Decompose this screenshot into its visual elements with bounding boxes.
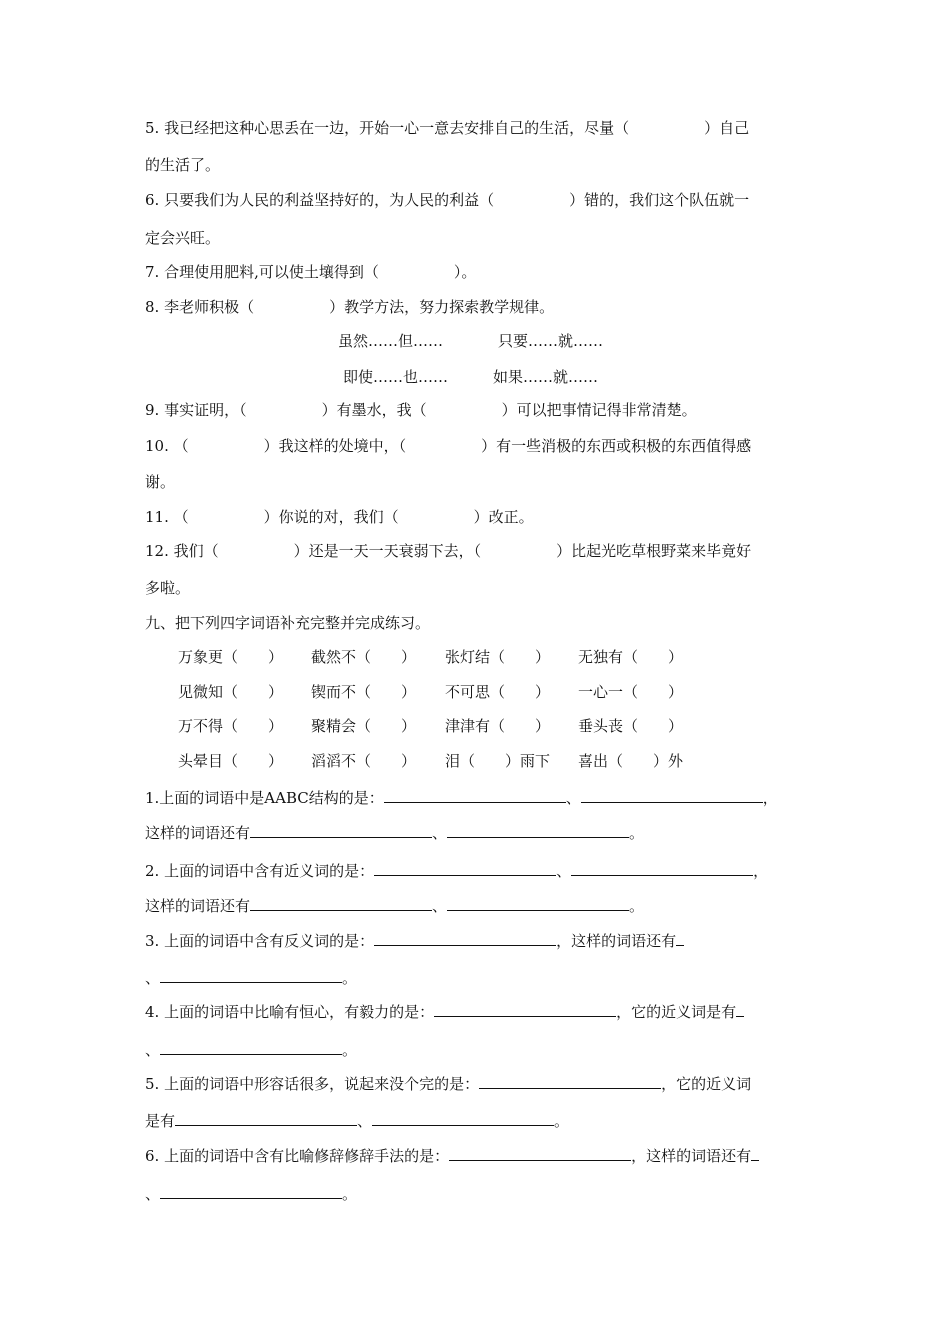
idiom-cell: 锲而不（ ） (311, 683, 417, 701)
answer-blank[interactable] (676, 930, 684, 946)
idiom-cell: 见微知（ ） (178, 683, 284, 701)
connective-option: 虽然……但…… (338, 332, 444, 350)
answer-blank[interactable] (581, 787, 763, 803)
exercise-4-line2: 、 。 (145, 1041, 358, 1059)
exercise-3-line1: 3. 上面的词语中含有反义词的是： ，这样的词语还有 (145, 930, 684, 951)
answer-blank[interactable] (447, 822, 629, 838)
exercise-5-line2: 是有 、 。 (145, 1112, 570, 1130)
answer-blank[interactable] (160, 1183, 342, 1199)
idiom-cell: 津津有（ ） (445, 717, 551, 735)
q12-line1: 12. 我们（ ）还是一天一天衰弱下去，（ ）比起光吃草根野菜来毕竟好 (145, 542, 752, 560)
idiom-cell: 喜出（ ）外 (578, 752, 684, 770)
idiom-cell: 截然不（ ） (311, 648, 417, 666)
answer-blank[interactable] (250, 895, 432, 911)
q5-line2: 的生活了。 (145, 156, 221, 174)
q6-line1: 6. 只要我们为人民的利益坚持好的，为人民的利益（ ）错的，我们这个队伍就一 (145, 191, 750, 209)
q7: 7. 合理使用肥料,可以使土壤得到（ ）。 (145, 263, 477, 281)
q10-line2: 谢。 (145, 473, 176, 491)
idiom-cell: 泪（ ）雨下 (445, 752, 551, 770)
idiom-cell: 垂头丧（ ） (578, 717, 684, 735)
q9: 9. 事实证明，（ ）有墨水，我（ ）可以把事情记得非常清楚。 (145, 401, 697, 419)
answer-blank[interactable] (374, 930, 556, 946)
q10-line1: 10. （ ）我这样的处境中，（ ）有一些消极的东西或积极的东西值得感 (145, 437, 752, 455)
answer-blank[interactable] (160, 967, 342, 983)
q5-line1: 5. 我已经把这种心思丢在一边，开始一心一意去安排自己的生活，尽量（ ）自己 (145, 119, 750, 137)
exercise-6-line1: 6. 上面的词语中含有比喻修辞修辞手法的是： ，这样的词语还有 (145, 1145, 759, 1166)
idiom-cell: 一心一（ ） (578, 683, 684, 701)
exercise-2-line2: 这样的词语还有 、 。 (145, 897, 645, 915)
exercise-3-line2: 、 。 (145, 969, 358, 987)
q8: 8. 李老师积极（ ）教学方法，努力探索教学规律。 (145, 298, 555, 316)
idiom-cell: 聚精会（ ） (311, 717, 417, 735)
idiom-cell: 不可思（ ） (445, 683, 551, 701)
exercise-1-line2: 这样的词语还有 、 。 (145, 824, 645, 842)
idiom-cell: 万象更（ ） (178, 648, 284, 666)
answer-blank[interactable] (160, 1039, 342, 1055)
answer-blank[interactable] (434, 1001, 616, 1017)
answer-blank[interactable] (175, 1110, 357, 1126)
connective-option: 如果……就…… (493, 368, 599, 386)
q11: 11. （ ）你说的对，我们（ ）改正。 (145, 508, 534, 526)
exercise-1-line1: 1.上面的词语中是AABC结构的是： 、 ， (145, 789, 778, 807)
exercise-2-line1: 2. 上面的词语中含有近义词的是： 、 ， (145, 862, 769, 880)
answer-blank[interactable] (250, 822, 432, 838)
idiom-cell: 万不得（ ） (178, 717, 284, 735)
exercise-6-line2: 、 。 (145, 1185, 358, 1203)
q6-line2: 定会兴旺。 (145, 229, 221, 247)
answer-blank[interactable] (447, 895, 629, 911)
answer-blank[interactable] (372, 1110, 554, 1126)
exercise-4-line1: 4. 上面的词语中比喻有恒心，有毅力的是： ，它的近义词是有 (145, 1001, 744, 1022)
idiom-cell: 张灯结（ ） (445, 648, 551, 666)
answer-blank[interactable] (736, 1001, 744, 1017)
answer-blank[interactable] (751, 1145, 759, 1161)
q12-line2: 多啦。 (145, 579, 191, 597)
connective-option: 只要……就…… (498, 332, 604, 350)
answer-blank[interactable] (571, 860, 753, 876)
exercise-5-line1: 5. 上面的词语中形容话很多，说起来没个完的是： ，它的近义词 (145, 1075, 752, 1093)
answer-blank[interactable] (449, 1145, 631, 1161)
answer-blank[interactable] (479, 1073, 661, 1089)
idiom-cell: 滔滔不（ ） (311, 752, 417, 770)
section-nine-heading: 九、把下列四字词语补充完整并完成练习。 (145, 614, 431, 632)
idiom-cell: 头晕目（ ） (178, 752, 284, 770)
answer-blank[interactable] (374, 860, 556, 876)
answer-blank[interactable] (384, 787, 566, 803)
connective-option: 即使……也…… (343, 368, 449, 386)
idiom-cell: 无独有（ ） (578, 648, 684, 666)
